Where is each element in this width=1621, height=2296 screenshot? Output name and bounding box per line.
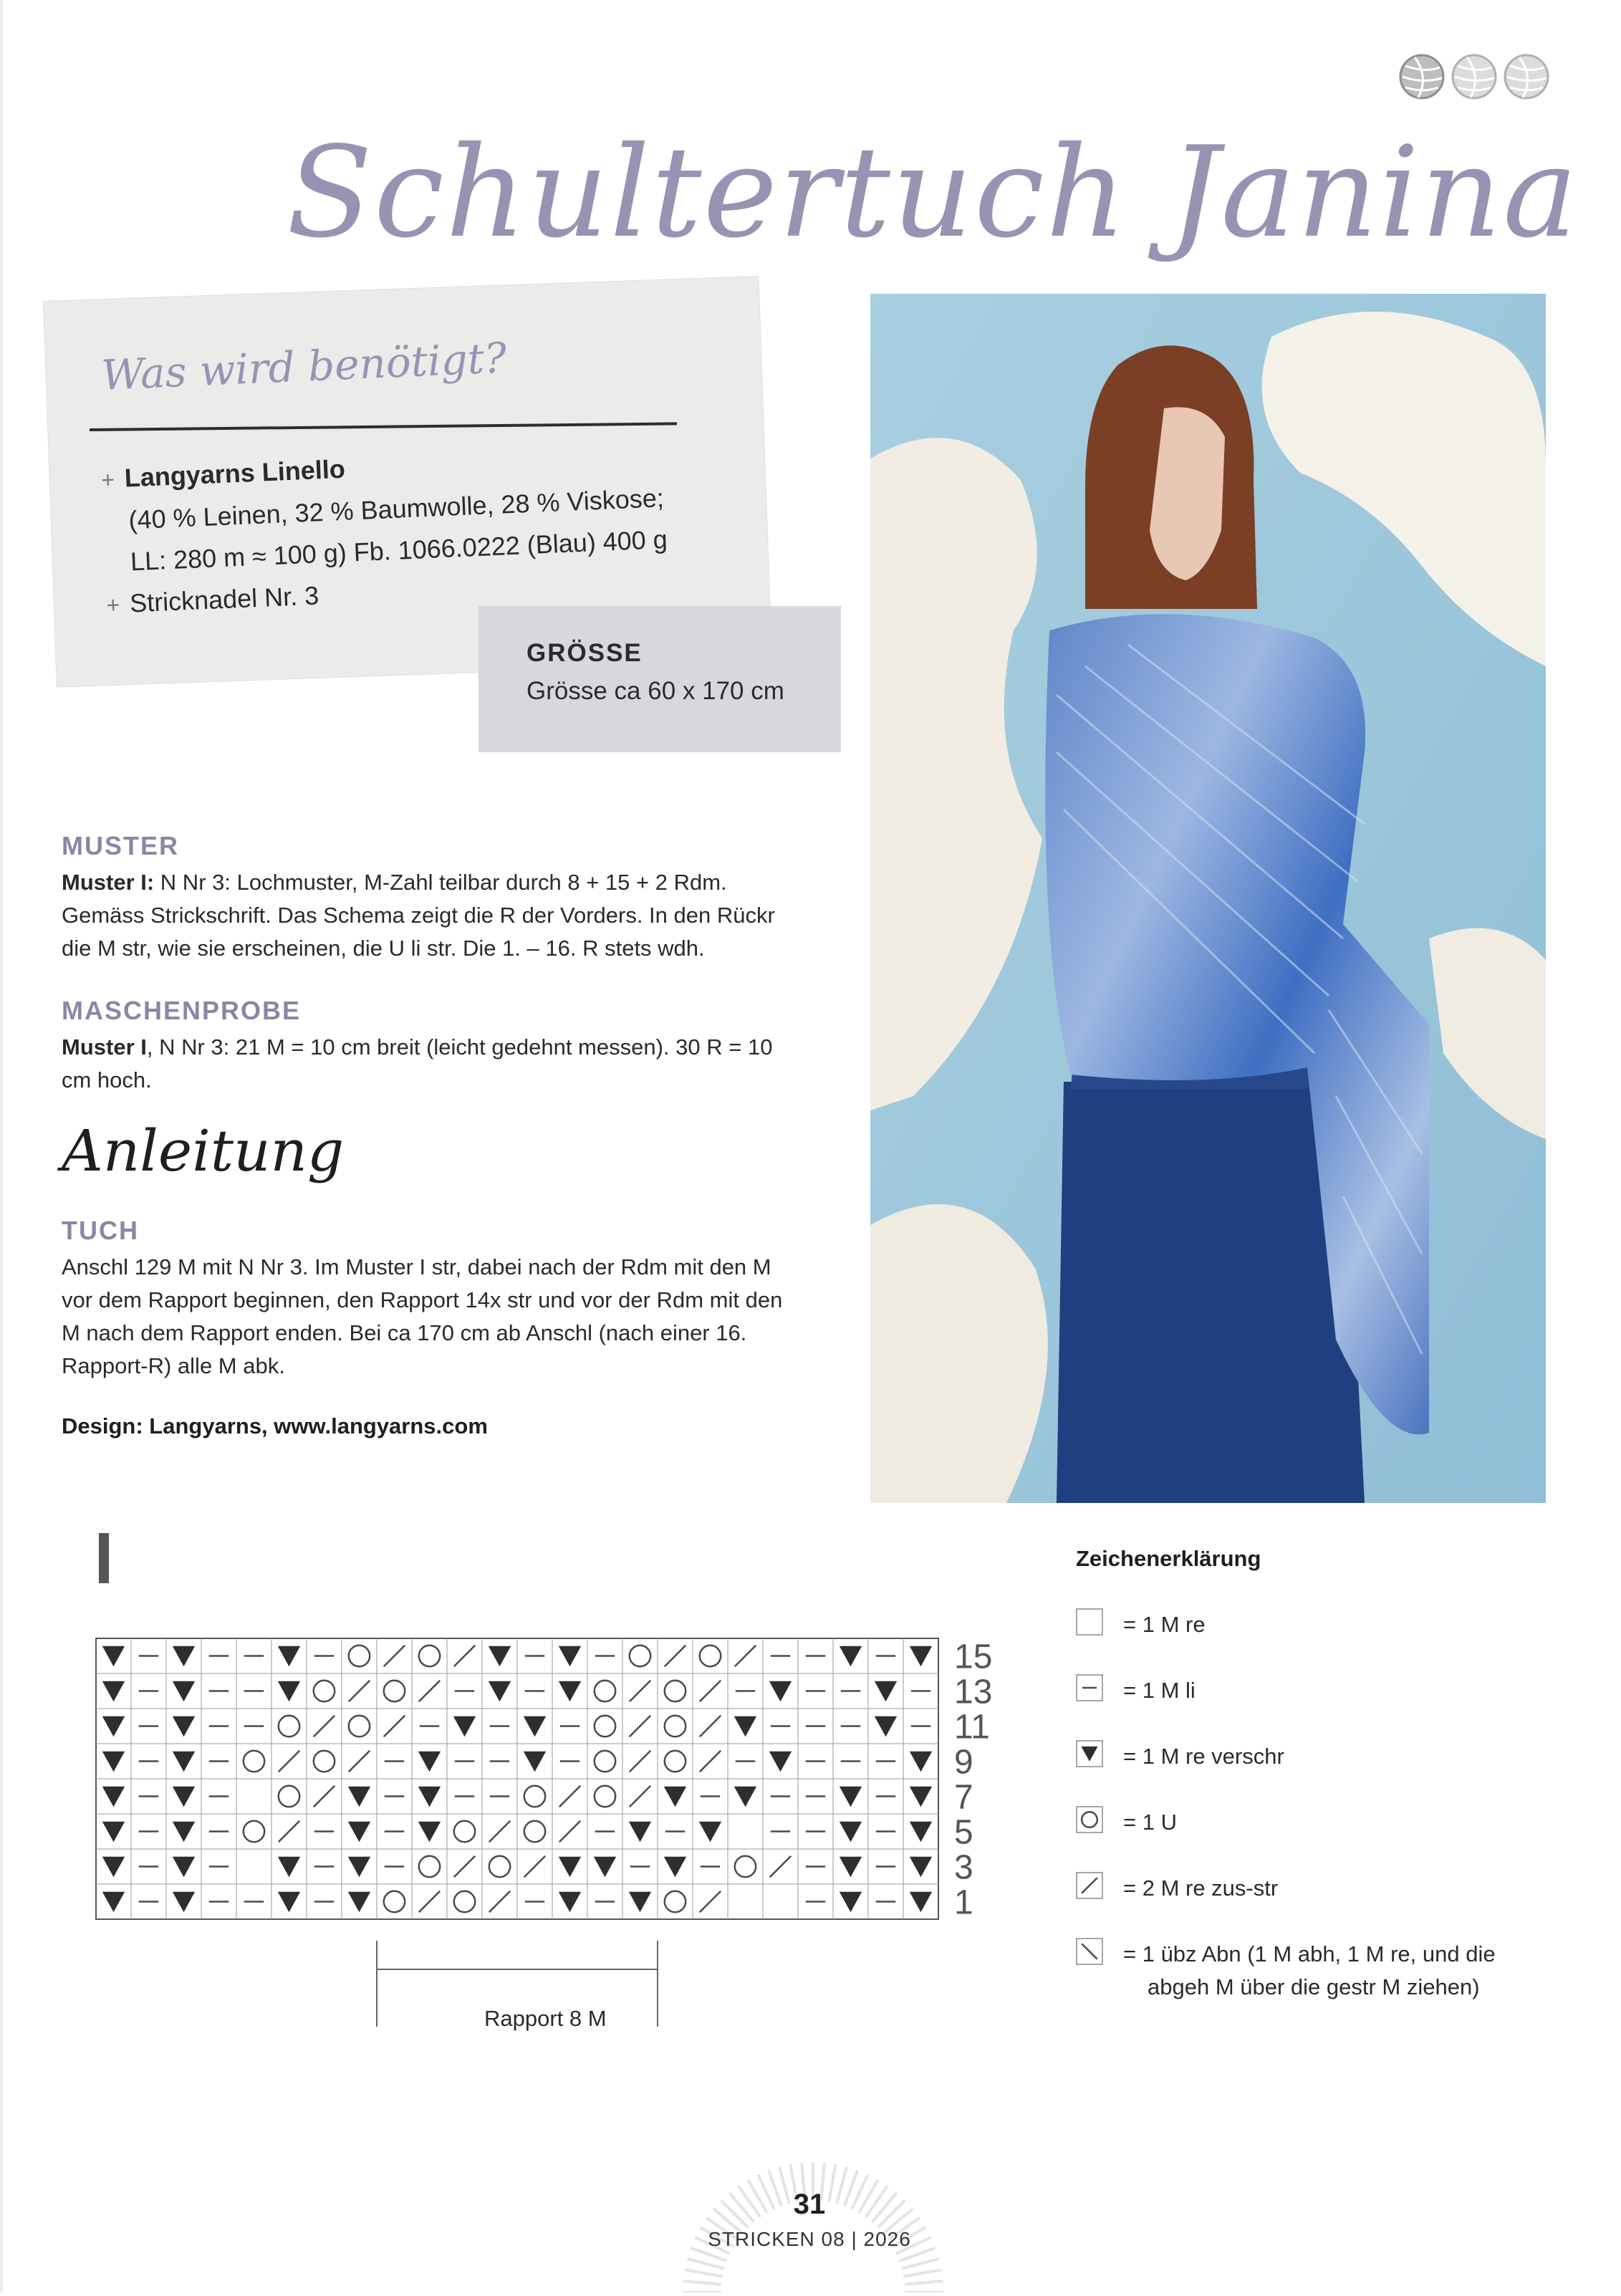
rapport-label: Rapport 8 M bbox=[484, 2006, 607, 2031]
empty-symbol-box bbox=[1076, 1608, 1103, 1635]
legend-title: Zeichenerklärung bbox=[1076, 1546, 1261, 1571]
legend-item bbox=[1076, 1872, 1577, 1929]
difficulty-yarn-icons bbox=[1397, 52, 1562, 102]
size-label: GRÖSSE bbox=[526, 639, 643, 667]
chart-row-number: 3 bbox=[954, 1848, 973, 1887]
legend-item bbox=[1076, 1806, 1577, 1863]
anleitung-heading: Anleitung bbox=[62, 1118, 345, 1184]
legend-item bbox=[1076, 1608, 1577, 1666]
triangle-symbol-box bbox=[1076, 1740, 1103, 1767]
chart-row-number: 1 bbox=[954, 1883, 973, 1922]
maschenprobe-text: Muster I, N Nr 3: 21 M = 10 cm breit (leicht gedehnt messen). 30 R = 10 cm hoch. bbox=[62, 1034, 773, 1092]
materials-item-yarn: + Langyarns Linello bbox=[100, 453, 346, 493]
slash-symbol-box bbox=[1076, 1872, 1103, 1899]
materials-item-needle: + Stricknadel Nr. 3 bbox=[105, 580, 319, 618]
materials-yarn-amount: LL: 280 m ≈ 100 g) Fb. 1066.0222 (Blau) 400 g bbox=[130, 524, 668, 577]
legend-text: = 1 M re bbox=[1123, 1612, 1206, 1637]
page-number: 31 bbox=[793, 2189, 826, 2220]
muster-heading: MUSTER bbox=[62, 831, 179, 860]
yarn-ball-icon bbox=[1400, 55, 1443, 98]
backslash-symbol-box bbox=[1076, 1938, 1103, 1965]
size-value: Grösse ca 60 x 170 cm bbox=[526, 677, 784, 705]
plus-icon: + bbox=[105, 592, 121, 618]
legend-text: = 1 U bbox=[1123, 1810, 1177, 1835]
circle-symbol-box bbox=[1076, 1806, 1103, 1833]
chart-row-number: 9 bbox=[954, 1743, 973, 1782]
materials-list bbox=[100, 434, 694, 630]
legend-item bbox=[1076, 1674, 1577, 1731]
materials-heading: Was wird benötigt? bbox=[100, 333, 508, 400]
design-credit: Design: Langyarns, www.langyarns.com bbox=[62, 1413, 488, 1438]
yarn-ball-icon bbox=[1505, 55, 1548, 98]
magazine-issue: STRICKEN 08 | 2026 bbox=[708, 2228, 911, 2250]
yarn-ball-icon bbox=[1453, 55, 1496, 98]
legend-item bbox=[1076, 1938, 1577, 1999]
chart-row-number: 5 bbox=[954, 1813, 973, 1852]
model-photo bbox=[870, 294, 1546, 1503]
chart-row-number: 7 bbox=[954, 1778, 973, 1817]
chart-label-roman-one bbox=[99, 1533, 109, 1583]
legend-text: = 1 M li bbox=[1123, 1678, 1196, 1703]
maschenprobe-heading: MASCHENPROBE bbox=[62, 996, 302, 1025]
legend-text: = 2 M re zus-str bbox=[1123, 1875, 1279, 1901]
chart-row-number: 15 bbox=[954, 1638, 993, 1676]
page-edge-line bbox=[0, 0, 3, 2292]
legend-text: = 1 M re verschr bbox=[1123, 1744, 1284, 1769]
materials-yarn-composition: (40 % Leinen, 32 % Baumwolle, 28 % Viskose; bbox=[128, 483, 665, 535]
plus-icon: + bbox=[100, 466, 115, 493]
chart-row-number: 11 bbox=[954, 1708, 990, 1747]
dash-symbol-box bbox=[1076, 1674, 1103, 1701]
knitting-chart bbox=[95, 1637, 1011, 2038]
tuch-text: Anschl 129 M mit N Nr 3. Im Muster I str, dabei nach der Rdm mit den M vor dem Rapport beginnen, den Rapport 14x str und vor der Rdm mit den M nach dem Rapport enden. Bei ca 170 cm ab Anschl (nach einer 16. Rapport-R) alle M abk. bbox=[62, 1254, 783, 1378]
tuch-heading: TUCH bbox=[62, 1216, 139, 1245]
legend-text: = 1 übz Abn (1 M abh, 1 M re, und die abgeh M über die gestr M ziehen) bbox=[1123, 1941, 1496, 1999]
legend-item bbox=[1076, 1740, 1577, 1797]
muster-text: Muster I: N Nr 3: Lochmuster, M-Zahl teilbar durch 8 + 15 + 2 Rdm. Gemäss Strickschrift. Das Schema zeigt die R der Vorders. In den Rückr die M str, wie sie erscheinen, die U li str. Die 1. – 16. R stets wdh. bbox=[62, 870, 775, 961]
page-title: Schultertuch Janina bbox=[287, 120, 1579, 266]
chart-row-number: 13 bbox=[954, 1673, 993, 1711]
